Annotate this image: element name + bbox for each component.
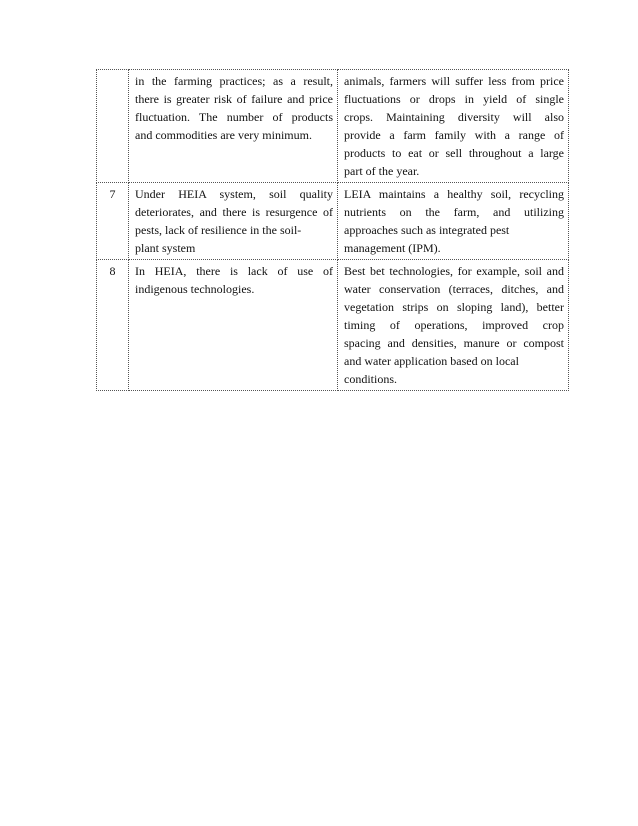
leia-cell bbox=[338, 183, 569, 260]
heia-cell bbox=[129, 70, 338, 183]
text-line: and water application based on local bbox=[344, 354, 519, 368]
text-line: Under HEIA system, soil quality bbox=[135, 187, 333, 201]
text-line: and commodities are very minimum. bbox=[135, 128, 312, 142]
heia-cell bbox=[129, 183, 338, 260]
row-number-cell: 8 bbox=[97, 260, 129, 391]
row-number-cell bbox=[97, 70, 129, 183]
leia-cell bbox=[338, 70, 569, 183]
leia-cell bbox=[338, 260, 569, 391]
text-line: approaches such as integrated pest bbox=[344, 223, 510, 237]
text-line: conditions. bbox=[344, 372, 397, 386]
text-line: provide a farm family with a range of bbox=[344, 128, 564, 142]
row-number-cell: 7 bbox=[97, 183, 129, 260]
text-line: part of the year. bbox=[344, 164, 420, 178]
table-row bbox=[97, 260, 569, 391]
text-line: spacing and densities, manure or compost bbox=[344, 336, 564, 350]
text-line: animals, farmers will suffer less from price bbox=[344, 74, 564, 88]
text-line: pests, lack of resilience in the soil- bbox=[135, 223, 302, 237]
text-line: management (IPM). bbox=[344, 241, 441, 255]
text-line: crops. Maintaining diversity will also bbox=[344, 110, 564, 124]
text-line: timing of operations, improved crop bbox=[344, 318, 564, 332]
text-line: Best bet technologies, for example, soil and bbox=[344, 264, 564, 278]
text-line: fluctuations or drops in yield of single bbox=[344, 92, 564, 106]
table-row bbox=[97, 183, 569, 260]
text-line: plant system bbox=[135, 241, 196, 255]
comparison-table bbox=[96, 69, 569, 391]
text-line: there is greater risk of failure and price bbox=[135, 92, 333, 106]
heia-cell bbox=[129, 260, 338, 391]
text-line: In HEIA, there is lack of use of bbox=[135, 264, 333, 278]
text-line: LEIA maintains a healthy soil, recycling bbox=[344, 187, 564, 201]
text-line: indigenous technologies. bbox=[135, 282, 255, 296]
text-line: nutrients on the farm, and utilizing bbox=[344, 205, 564, 219]
text-line: in the farming practices; as a result, bbox=[135, 74, 333, 88]
text-line: products to eat or sell throughout a large bbox=[344, 146, 564, 160]
text-line: vegetation strips on sloping land), better bbox=[344, 300, 564, 314]
table-row bbox=[97, 70, 569, 183]
text-line: deteriorates, and there is resurgence of bbox=[135, 205, 333, 219]
text-line: water conservation (terraces, ditches, and bbox=[344, 282, 564, 296]
text-line: fluctuation. The number of products bbox=[135, 110, 333, 124]
